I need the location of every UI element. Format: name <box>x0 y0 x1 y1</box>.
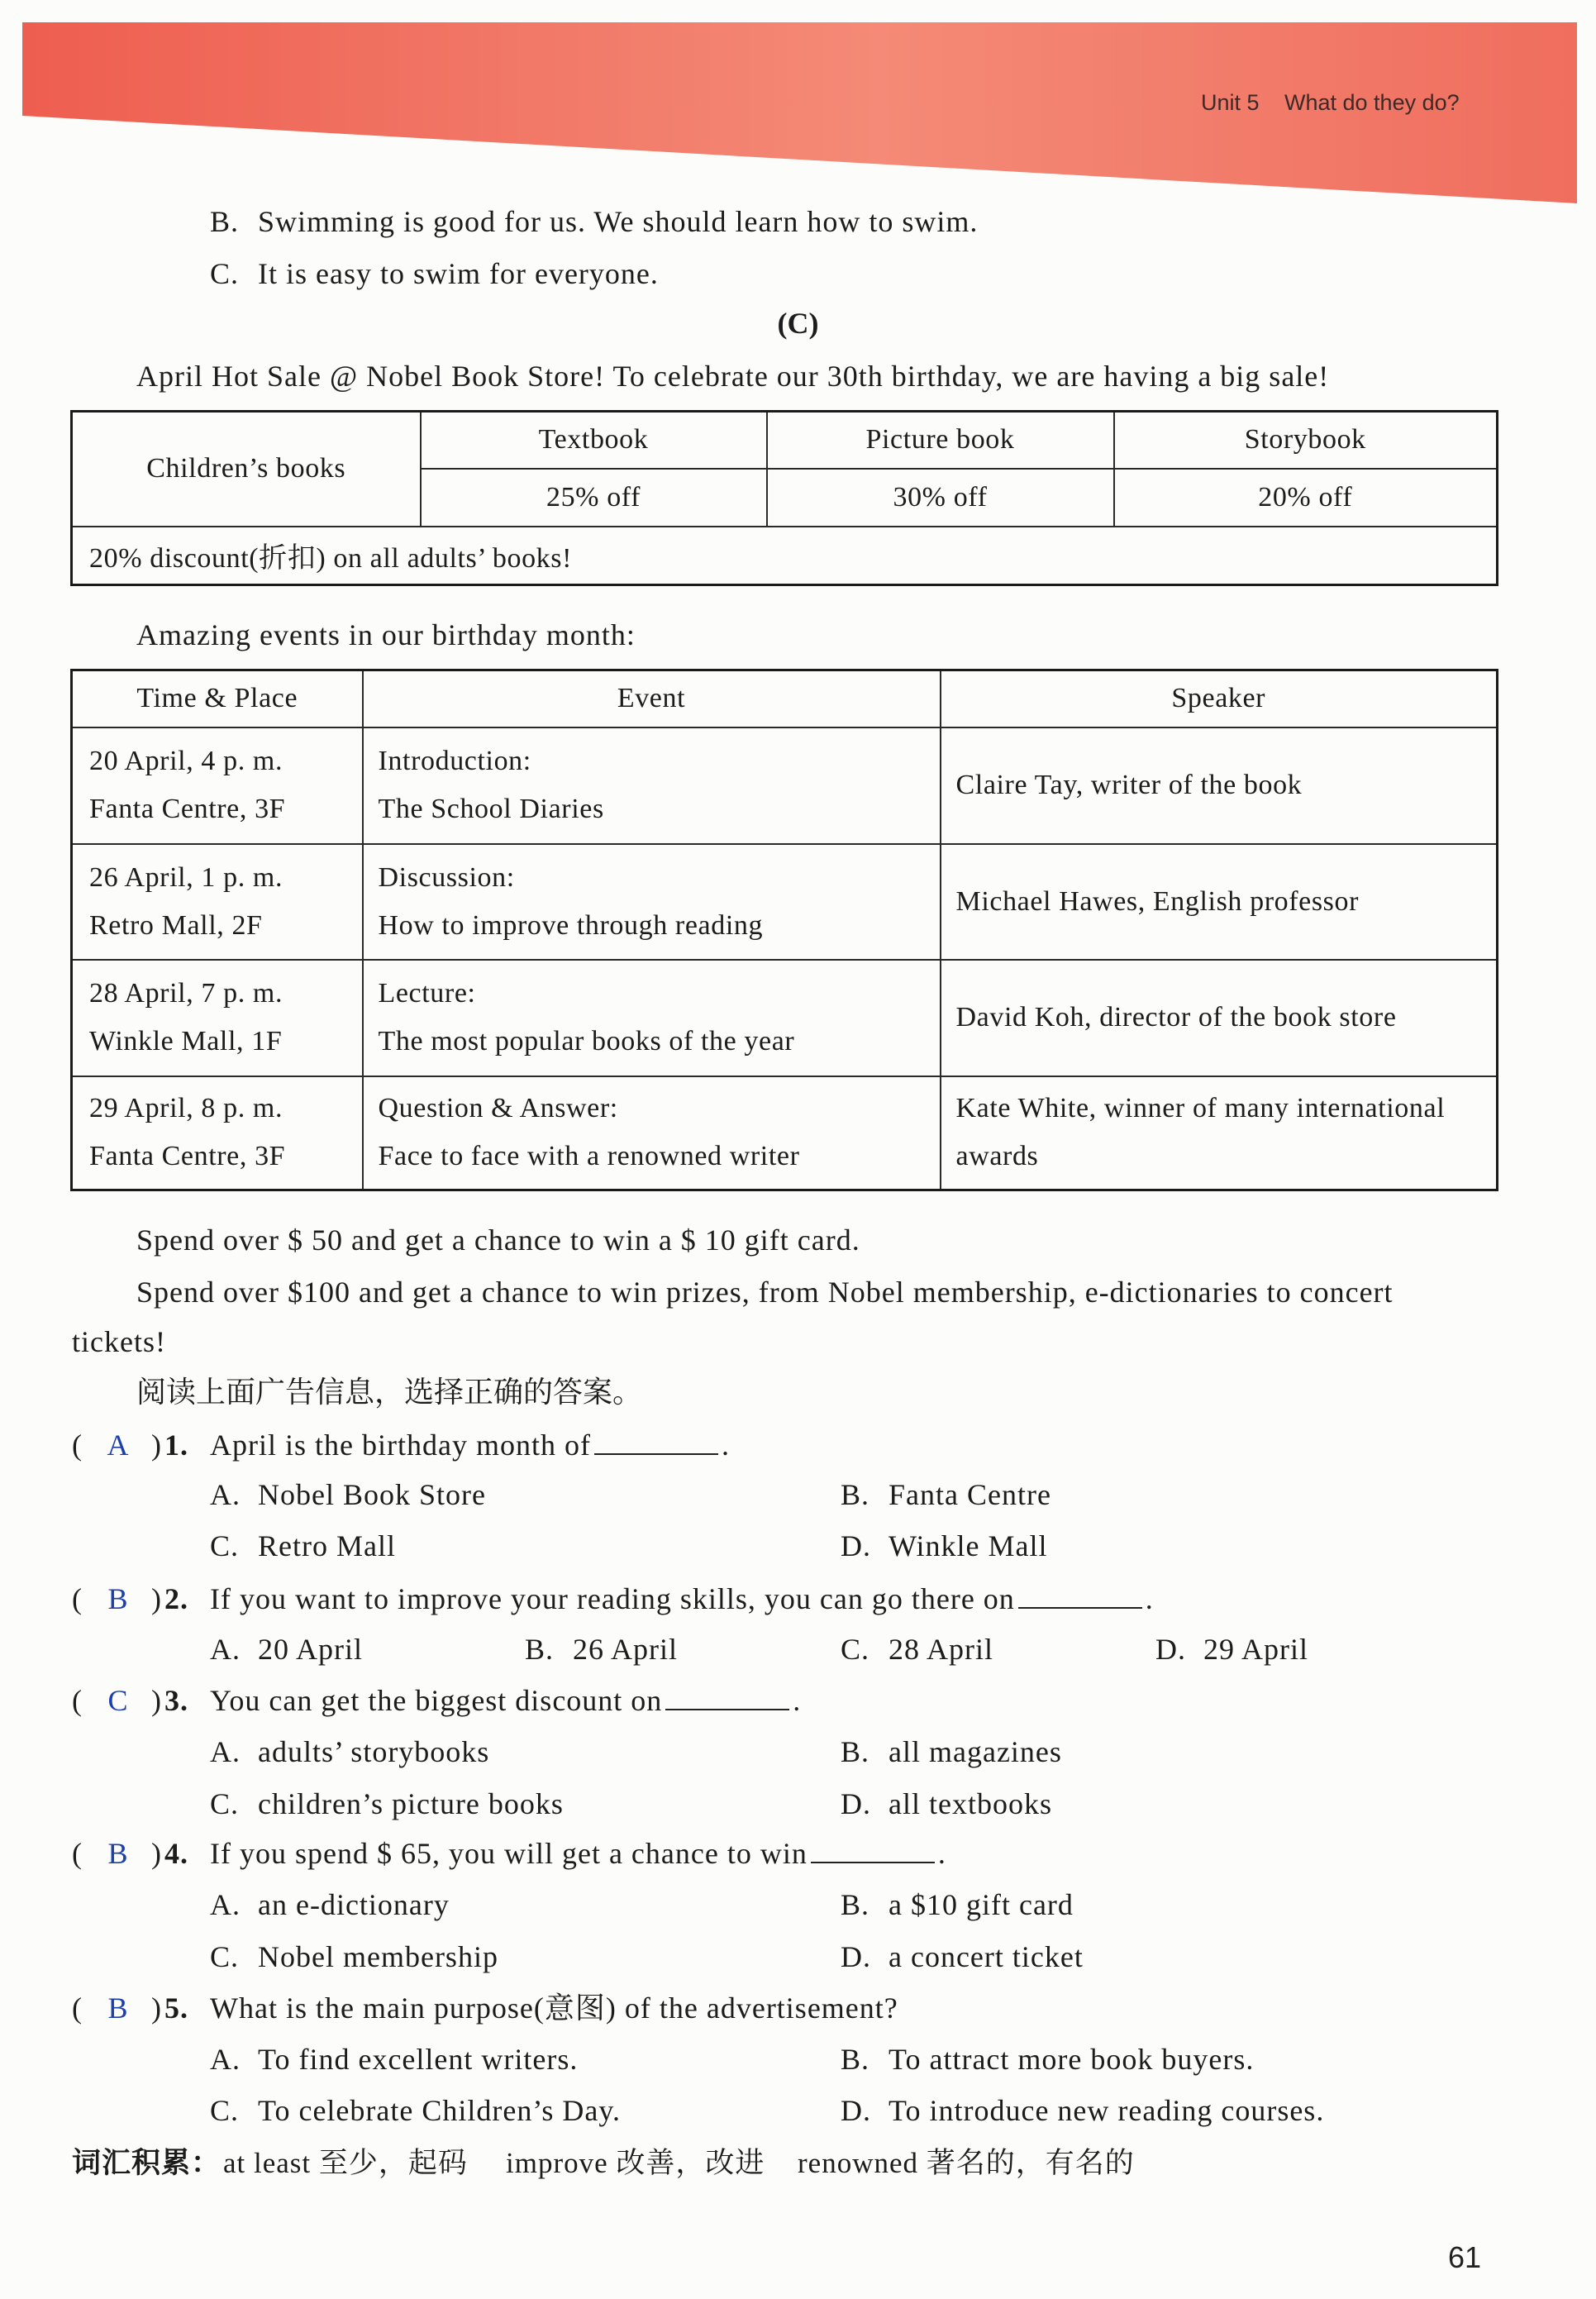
event-time: 28 April, 7 p. m. <box>89 978 283 1009</box>
instruction: 阅读上面广告信息，选择正确的答案。 <box>136 1376 643 1409</box>
option-text: 26 April <box>573 1633 679 1666</box>
option-letter: C. <box>210 1529 240 1562</box>
header-speaker: Speaker <box>941 670 1498 727</box>
option-text: Nobel Book Store <box>258 1478 486 1511</box>
answer-letter: B <box>107 1837 129 1870</box>
option-letter: B. <box>841 1735 870 1768</box>
column-textbook: Textbook <box>421 412 767 469</box>
question-text <box>210 1578 1154 1619</box>
option-letter: B. <box>525 1633 555 1666</box>
option-d <box>841 2090 1324 2131</box>
option-letter: C. <box>841 1633 870 1666</box>
unit-label: Unit 5 <box>1201 90 1260 115</box>
option-letter: C. <box>210 2094 240 2127</box>
bracket-open: ( <box>72 1991 83 2025</box>
option-text: all textbooks <box>889 1787 1052 1820</box>
discount-picture-book: 30% off <box>767 469 1114 527</box>
option-letter: A. <box>210 1633 241 1666</box>
events-table <box>70 669 1498 1191</box>
question-2 <box>72 1578 1494 1619</box>
option-letter: B. <box>841 1478 870 1511</box>
option-a <box>210 1629 363 1670</box>
option-text: an e-dictionary <box>258 1888 450 1921</box>
option-b <box>525 1629 678 1670</box>
option-text: To celebrate Children’s Day. <box>258 2094 621 2127</box>
answer-blank <box>594 1429 718 1455</box>
bracket-open: ( <box>72 1684 83 1717</box>
header-event: Event <box>363 670 941 727</box>
question-3 <box>72 1680 1494 1721</box>
column-storybook: Storybook <box>1114 412 1498 469</box>
question-suffix: . <box>1145 1582 1154 1615</box>
bracket-close: ) <box>151 1837 162 1870</box>
event-row <box>72 727 1498 844</box>
answer-letter: A <box>107 1429 130 1462</box>
option-letter: D. <box>841 1940 871 1973</box>
sale-table-header-row <box>72 412 1498 469</box>
answer-letter: C <box>107 1684 129 1717</box>
event-name: Face to face with a renowned writer <box>378 1141 800 1172</box>
bracket-close: ) <box>151 1582 162 1615</box>
event-cell <box>363 727 941 844</box>
answer-blank <box>665 1684 789 1710</box>
option-text: 29 April <box>1203 1633 1309 1666</box>
question-suffix: . <box>937 1837 946 1870</box>
option-letter: D. <box>841 2094 871 2127</box>
question-prefix: You can get the biggest discount on <box>210 1684 663 1717</box>
option-text: Swimming is good for us. We should learn how to swim. <box>258 205 979 238</box>
event-type: Introduction: <box>378 746 531 776</box>
answer-blank <box>811 1837 935 1863</box>
unit-title: What do they do? <box>1284 90 1460 115</box>
option-text: Fanta Centre <box>889 1478 1051 1511</box>
option-text: 28 April <box>889 1633 994 1666</box>
option-a <box>210 2039 578 2080</box>
event-time: 26 April, 1 p. m. <box>89 861 283 893</box>
event-row <box>72 960 1498 1076</box>
event-time: 20 April, 4 p. m. <box>89 746 283 776</box>
speaker-cell: Kate White, winner of many international awards <box>941 1076 1498 1190</box>
option-text: To attract more book buyers. <box>889 2043 1255 2076</box>
bracket-open: ( <box>72 1837 83 1870</box>
option-letter: C. <box>210 257 240 290</box>
event-type: Discussion: <box>378 861 515 893</box>
question-number: 3. <box>164 1684 188 1717</box>
event-time: 29 April, 8 p. m. <box>89 1093 283 1124</box>
time-place-cell <box>72 960 363 1076</box>
event-type: Lecture: <box>378 978 476 1009</box>
option-text: a $10 gift card <box>889 1888 1074 1921</box>
option-text: adults’ storybooks <box>258 1735 490 1768</box>
time-place-cell <box>72 727 363 844</box>
event-cell <box>363 844 941 960</box>
passage-intro: April Hot Sale @ Nobel Book Store! To celebrate our 30th birthday, we are having a big sale! <box>136 360 1330 393</box>
question-1 <box>72 1424 1494 1466</box>
option-c <box>841 1629 993 1670</box>
event-place: Fanta Centre, 3F <box>89 1141 286 1172</box>
event-row <box>72 844 1498 960</box>
vocabulary-item: at least 至少，起码 <box>223 2147 468 2179</box>
option-letter: B. <box>841 2043 870 2076</box>
option-letter: D. <box>841 1787 871 1820</box>
question-text: What is the main purpose(意图) of the advertisement? <box>210 1991 898 2025</box>
option-text: children’s picture books <box>258 1787 564 1820</box>
events-intro: Amazing events in our birthday month: <box>136 618 636 651</box>
question-number: 1. <box>164 1429 188 1462</box>
event-place: Winkle Mall, 1F <box>89 1026 283 1056</box>
event-cell <box>363 960 941 1076</box>
adults-discount-cell: 20% discount(折扣) on all adults’ books! <box>72 527 1498 585</box>
event-name: The most popular books of the year <box>378 1026 795 1056</box>
bracket-close: ) <box>151 1429 162 1462</box>
option-letter: D. <box>1155 1633 1186 1666</box>
events-header-row <box>72 670 1498 727</box>
discount-textbook: 25% off <box>421 469 767 527</box>
offer-2-line-2: tickets! <box>72 1325 166 1358</box>
option-letter: C. <box>210 1940 240 1973</box>
event-type: Question & Answer: <box>378 1093 618 1124</box>
question-number: 5. <box>164 1991 188 2025</box>
bracket-close: ) <box>151 1684 162 1717</box>
option-b <box>841 1474 1051 1515</box>
option-a <box>210 1474 486 1515</box>
bracket-close: ) <box>151 1991 162 2025</box>
option-a <box>210 1884 450 1925</box>
option-letter: A. <box>210 1735 241 1768</box>
question-suffix: . <box>793 1684 802 1717</box>
answer-letter: B <box>107 1582 129 1615</box>
speaker-cell: Michael Hawes, English professor <box>941 844 1498 960</box>
offer-1: Spend over $ 50 and get a chance to win a $ 10 gift card. <box>136 1223 860 1257</box>
prev-option-c <box>210 253 659 294</box>
option-b <box>841 1731 1062 1772</box>
question-suffix: . <box>721 1429 730 1462</box>
prev-option-b <box>210 201 978 242</box>
option-text: To find excellent writers. <box>258 2043 579 2076</box>
question-number: 4. <box>164 1837 188 1870</box>
bracket-open: ( <box>72 1429 83 1462</box>
event-place: Fanta Centre, 3F <box>89 794 286 824</box>
option-a <box>210 1731 489 1772</box>
option-text: a concert ticket <box>889 1940 1084 1973</box>
question-prefix: If you want to improve your reading skills, you can go there on <box>210 1582 1015 1615</box>
question-number: 2. <box>164 1582 188 1615</box>
event-row <box>72 1076 1498 1190</box>
option-c <box>210 1783 564 1824</box>
option-c <box>210 2090 621 2131</box>
question-text <box>210 1680 801 1721</box>
discount-storybook: 20% off <box>1114 469 1498 527</box>
option-letter: A. <box>210 1888 241 1921</box>
page-number: 61 <box>1448 2240 1482 2274</box>
children-books-cell: Children’s books <box>72 412 421 527</box>
answer-blank <box>1018 1582 1142 1609</box>
option-text: all magazines <box>889 1735 1062 1768</box>
option-d <box>841 1783 1052 1824</box>
time-place-cell <box>72 844 363 960</box>
answer-letter: B <box>107 1991 129 2025</box>
event-cell <box>363 1076 941 1190</box>
vocabulary-item: improve 改善，改进 <box>506 2147 765 2179</box>
question-prefix: April is the birthday month of <box>210 1429 591 1462</box>
speaker-cell: Claire Tay, writer of the book <box>941 727 1498 844</box>
option-c <box>210 1525 396 1567</box>
option-letter: C. <box>210 1787 240 1820</box>
bracket-open: ( <box>72 1582 83 1615</box>
vocabulary-item: renowned 著名的，有名的 <box>798 2147 1135 2179</box>
option-letter: B. <box>841 1888 870 1921</box>
option-letter: B. <box>210 205 240 238</box>
option-letter: A. <box>210 2043 241 2076</box>
option-text: Winkle Mall <box>889 1529 1048 1562</box>
option-text: Nobel membership <box>258 1940 498 1973</box>
question-5 <box>72 1987 1494 2029</box>
question-text <box>210 1424 730 1466</box>
option-d <box>1155 1629 1308 1670</box>
option-b <box>841 1884 1074 1925</box>
option-text: It is easy to swim for everyone. <box>258 257 659 290</box>
question-prefix: If you spend $ 65, you will get a chance to win <box>210 1837 808 1870</box>
header-time-place: Time & Place <box>72 670 363 727</box>
option-text: To introduce new reading courses. <box>889 2094 1325 2127</box>
event-name: The School Diaries <box>378 794 604 824</box>
question-text <box>210 1833 946 1874</box>
option-text: Retro Mall <box>258 1529 396 1562</box>
option-b <box>841 2039 1254 2080</box>
question-4 <box>72 1833 1494 1874</box>
event-place: Retro Mall, 2F <box>89 909 263 941</box>
sale-table-footer-row <box>72 527 1498 585</box>
sale-table <box>70 410 1498 586</box>
speaker-cell: David Koh, director of the book store <box>941 960 1498 1076</box>
passage-label: (C) <box>777 307 819 340</box>
column-picture-book: Picture book <box>767 412 1114 469</box>
vocabulary-label: 词汇积累： <box>72 2147 222 2179</box>
option-letter: D. <box>841 1529 871 1562</box>
option-d <box>841 1936 1084 1977</box>
time-place-cell <box>72 1076 363 1190</box>
event-name: How to improve through reading <box>378 909 764 941</box>
option-d <box>841 1525 1048 1567</box>
option-text: 20 April <box>258 1633 364 1666</box>
offer-2-line-1: Spend over $100 and get a chance to win prizes, from Nobel membership, e-dictionaries to concert <box>136 1276 1394 1309</box>
option-letter: A. <box>210 1478 241 1511</box>
option-c <box>210 1936 498 1977</box>
